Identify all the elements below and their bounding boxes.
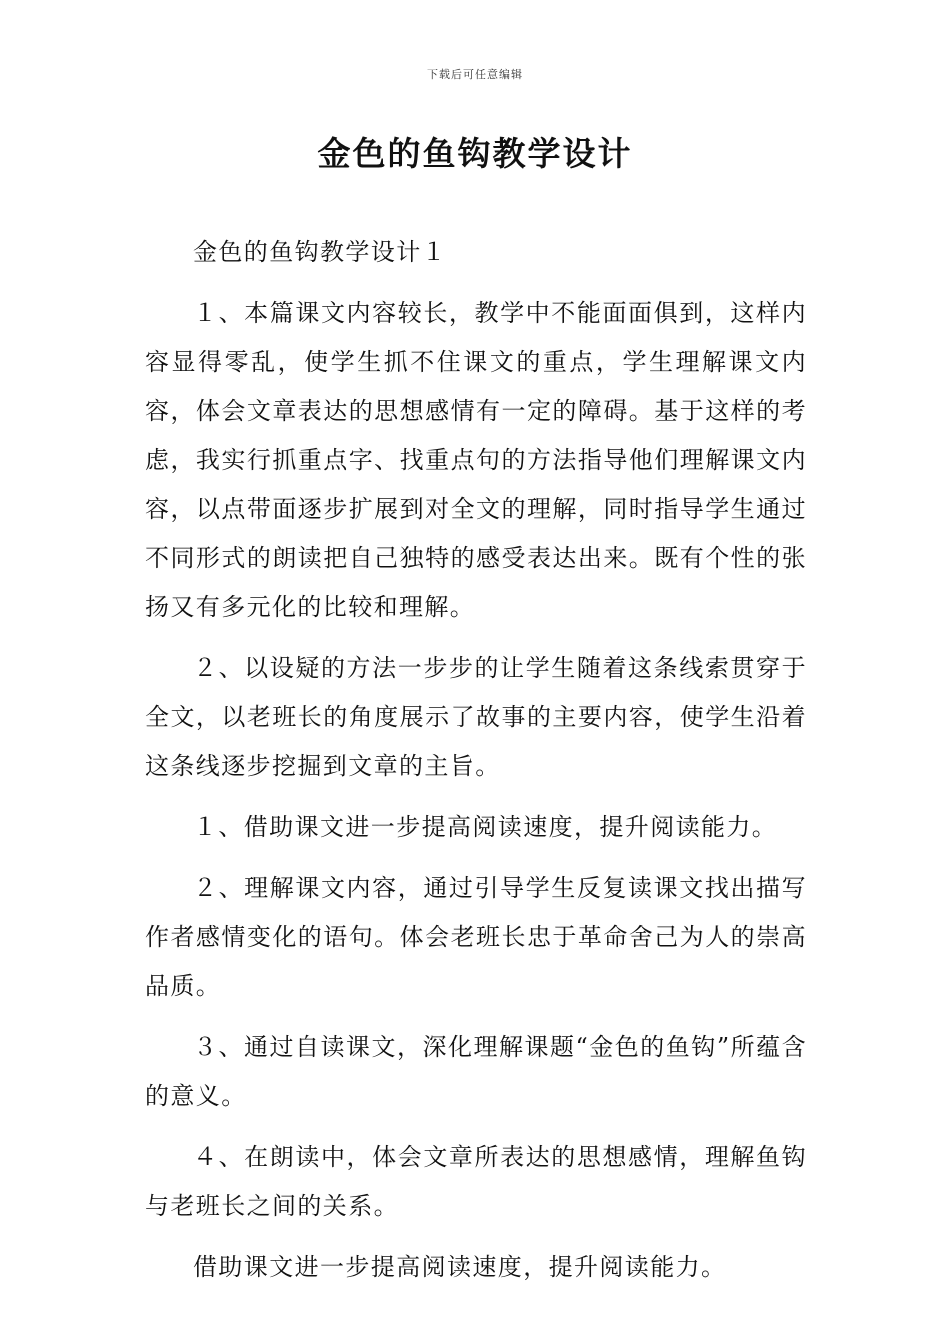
paragraph: ４、在朗读中，体会文章所表达的思想感情，理解鱼钩与老班长之间的关系。 <box>145 1143 807 1220</box>
paragraph: ３、通过自读课文，深化理解课题“金色的鱼钩”所蕴含的意义。 <box>145 1033 807 1110</box>
document-title: 金色的鱼钩教学设计 <box>317 134 633 173</box>
paragraph: ２、理解课文内容，通过引导学生反复读课文找出描写作者感情变化的语句。体会老班长忠于革命舍己为人的崇高品质。 <box>145 874 807 1000</box>
paragraph: １、本篇课文内容较长，教学中不能面面俱到，这样内容显得零乱，使学生抓不住课文的重点，学生理解课文内容，体会文章表达的思想感情有一定的障碍。基于这样的考虑，我实行抓重点字、找重点句的方法指导他们理解课文内容，以点带面逐步扩展到对全文的理解，同时指导学生通过不同形式的朗读把自己独特的感受表达出来。既有个性的张扬又有多元化的比较和理解。 <box>145 299 807 621</box>
header-note: 下载后可任意编辑 <box>427 68 523 81</box>
paragraph: 借助课文进一步提高阅读速度，提升阅读能力。 <box>193 1253 727 1281</box>
paragraph: ２、以设疑的方法一步步的让学生随着这条线索贯穿于全文，以老班长的角度展示了故事的主要内容，使学生沿着这条线逐步挖掘到文章的主旨。 <box>145 654 807 780</box>
document-body <box>145 228 807 1304</box>
paragraph: １、借助课文进一步提高阅读速度，提升阅读能力。 <box>193 813 778 841</box>
section-heading: 金色的鱼钩教学设计１ <box>193 238 447 266</box>
